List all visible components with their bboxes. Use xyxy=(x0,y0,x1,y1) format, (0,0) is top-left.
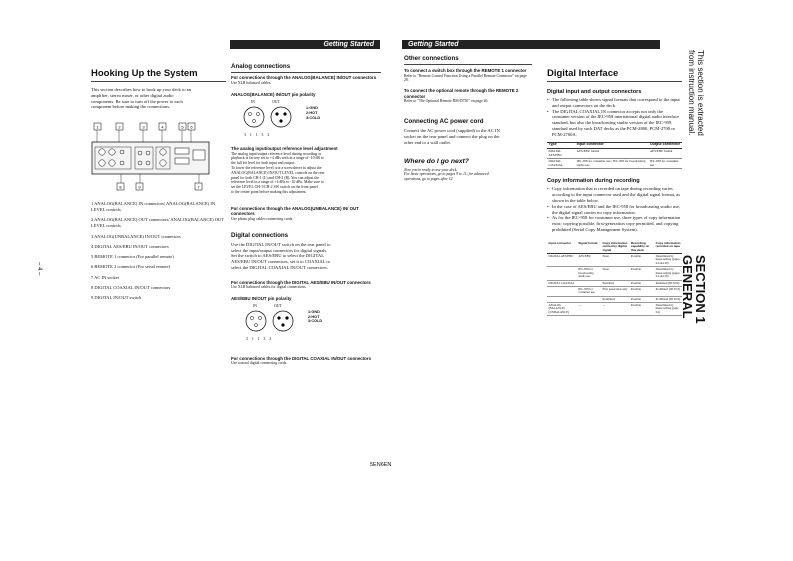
ac-line: socket on the rear panel and connect the plug on the xyxy=(404,133,500,139)
table-header: Recording capability on this deck xyxy=(629,241,654,254)
table-row xyxy=(547,254,682,267)
bullet-item: • In the case of AES/EBU and the IEC-958 for broadcasting studio use, the digital signal carries no copy information. xyxy=(547,204,682,216)
analog-adj-text xyxy=(231,152,381,195)
side-note xyxy=(687,50,705,136)
bullet-item: • The following table shows signal formats that correspond to the input and output connectors on the deck. xyxy=(547,97,682,109)
list-item: 8 DIGITAL COAXIAL IN/OUT connectors xyxy=(91,285,171,291)
digital-pin-head: AES/EBU IN/OUT pin polarity xyxy=(231,296,292,302)
di-bullets2 xyxy=(547,186,682,232)
bullet-item: • The DIGITAL COAXIAL IN connector accepts not only the consumer version of the IEC-958 international digital audio interface standard, but also the broadcasting studio version of the IEC-958 standard used by such DAT decks as the PCM-2800, PCM-2700 or PCM-2700A. xyxy=(547,109,682,138)
pin-2: 2:HOT xyxy=(308,314,320,319)
table-cell: Possible xyxy=(629,296,654,302)
remote2-text: Refer to "The Optional Remote RM-D750" on page 26. xyxy=(404,99,489,104)
ac-line: Connect the AC power cord (supplied) to the AC IN xyxy=(404,128,500,134)
digital-coax-head: For connections through the DIGITAL COAXIAL IN/OUT connectors xyxy=(231,355,372,361)
adj-line: panel for both CH-1 (L) and CH-2 (R). You can adjust the xyxy=(231,175,320,180)
list-item: 1 ANALOG(BALANCE) IN connectors/ ANALOG(BALANCE) IN LEVEL controls xyxy=(91,201,216,212)
list-item: 7 AC IN socket xyxy=(91,274,119,280)
table-cell: — xyxy=(577,303,601,316)
analog-bal-head: For connections through the ANALOG(BALANCE) IN/OUT connectors xyxy=(231,75,377,80)
table-cell: IEC-958 for consumer use / IEC-958 for broadcasting studio use xyxy=(575,159,648,169)
remote1-head: To connect a switch box through the REMOTE 1 connector xyxy=(404,68,527,73)
table-cell: Permitted xyxy=(601,280,629,286)
table-cell: Prohibited (ID 6:10) xyxy=(655,296,681,301)
header-bar-left: Getting Started xyxy=(230,40,380,49)
list-item: 6 REMOTE 2 connector (For serial remote) xyxy=(91,264,170,270)
table-cell: AES/EBU format xyxy=(648,148,682,158)
rear-panel-diagram xyxy=(91,122,216,194)
table-cell: Prohibited xyxy=(601,296,629,302)
table-row xyxy=(547,303,682,316)
table-header: Copy information recorded on tape xyxy=(654,241,682,254)
table-cell: DIGITAL AES/EBU xyxy=(547,148,575,158)
pin-3: 3:COLD xyxy=(308,319,323,324)
callout-7: 7 xyxy=(197,184,200,190)
adj-line: the full bit level for both input and output. xyxy=(231,161,296,166)
divider xyxy=(231,72,381,73)
callout-9: 9 xyxy=(138,184,141,190)
analog-pin-head: ANALOG(BALANCE) IN/OUT pin polarity xyxy=(231,92,316,98)
divider xyxy=(547,81,682,82)
list-item: 4 DIGITAL AES/EBU IN/OUT connectors xyxy=(91,243,169,249)
other-section xyxy=(404,55,532,182)
pin-1: 1:GND xyxy=(308,309,320,314)
table-header: Type xyxy=(547,142,575,148)
copy-table xyxy=(547,241,682,317)
adj-line: playback is factory set to +4 dBs with in a range of -10 dB to xyxy=(231,156,324,161)
callout-4: 4 xyxy=(161,124,164,130)
list-item: 3 ANALOG(UNBALANCE) IN/OUT connectors xyxy=(91,233,181,239)
di-title: Digital Interface xyxy=(547,68,619,79)
digital-interface-section xyxy=(547,68,682,316)
callout-8: 8 xyxy=(119,184,122,190)
table-cell: Determined by menu setting (pages 24 and 29) xyxy=(654,254,682,267)
remote2-head: To connect the optional remote through the REMOTE 2 connector xyxy=(404,88,519,99)
side-note-line1: This section is extracted xyxy=(696,50,705,136)
digital-line: AES/EBU IN/OUT connectors, set it to COAXIAL to xyxy=(231,259,331,265)
digital-aes-head: For connections through the DIGITAL AES/EBU IN/OUT connectors xyxy=(231,279,371,285)
callout-5: 5 xyxy=(181,124,184,130)
pin-numbers: 3 1 1 3 2 xyxy=(246,336,273,341)
pin-numbers: 3 1 1 3 2 xyxy=(244,132,271,137)
digital-title: Digital connections xyxy=(231,231,289,239)
callout-1: 1 xyxy=(96,124,99,130)
pin-in-label: IN xyxy=(253,303,258,308)
where-text xyxy=(404,168,532,182)
page-footer: 5EN6EN xyxy=(370,462,392,468)
table-cell: Determined by menu setting (pages 24 and 29) xyxy=(654,267,682,280)
side-note-line2: from instruction manual. xyxy=(687,50,696,136)
table-row xyxy=(547,267,682,280)
digital-line: Set the switch to AES/EBU to select the DIGITAL xyxy=(231,253,325,259)
intro-line: amplifier, stereo mixer, or other digital audio xyxy=(91,92,174,98)
intro-line: components. Be sure to turn off the power to each xyxy=(91,98,183,104)
where-line: operations, go to pages after 12. xyxy=(404,177,454,182)
adj-line: The analog input/output reference level during recording or xyxy=(231,151,322,156)
adj-line: reference level in a range of +4 dBs to -10 dBs. Make sure to xyxy=(231,180,324,185)
table-header: Input connector xyxy=(547,241,577,254)
xlr-drawing xyxy=(243,309,303,333)
page-number-side: – 4 – xyxy=(36,262,42,276)
rear-panel-drawing xyxy=(91,122,216,194)
section-label xyxy=(681,255,707,324)
hooking-title: Hooking Up the System xyxy=(91,68,198,79)
pin-out-label: OUT xyxy=(272,99,280,104)
intro-line: component before making the connections. xyxy=(91,104,171,110)
where-line: Now you're ready to use your deck. xyxy=(404,167,458,172)
list-item: 2 ANALOG(BALANCE) OUT connectors/ ANALOG(BALANCE) OUT LEVEL controls xyxy=(91,217,224,229)
adj-line: ANALOG(BALANCE) IN/OUT LEVEL controls on the rear xyxy=(231,170,325,175)
table-cell: DIGITAL COAXIAL xyxy=(547,280,577,286)
where-line: For basic operations, go to pages 9 to 11; for advanced xyxy=(404,172,489,177)
pin-legend xyxy=(308,310,322,324)
table-cell: Possible xyxy=(629,303,654,316)
analog-title: Analog connections xyxy=(231,63,291,70)
table-row xyxy=(547,159,682,169)
table-header: Output connector xyxy=(648,142,682,148)
section-line1: SECTION 1 xyxy=(693,255,708,324)
table-cell xyxy=(547,287,577,297)
table-cell: IEC-958 for broadcasting studio use xyxy=(577,267,601,280)
ac-line: other end to a wall outlet. xyxy=(404,139,451,145)
analog-bal-text: Use XLR balanced cables. xyxy=(231,80,272,85)
where-title: Where do I go next? xyxy=(404,157,469,165)
callout-6: 6 xyxy=(190,124,193,130)
hooking-section xyxy=(91,68,226,110)
pin-3: 3:COLD xyxy=(306,115,321,120)
table-cell: Possible xyxy=(629,254,654,267)
table-cell: Possible xyxy=(629,267,654,280)
list-item: 5 REMOTE 1 connector (For parallel remote) xyxy=(91,254,174,260)
ac-text xyxy=(404,128,532,145)
divider xyxy=(91,81,226,82)
adj-line: set the LEVEL CH-1/CH-2 SW switch on the front panel xyxy=(231,185,318,190)
bullet-item: • Copy information that is recorded on tape during recording varies according to the input connector used and the digital signal format, as shown in the table below. xyxy=(547,186,682,203)
di-sub2: Copy information during recording xyxy=(547,178,640,185)
table-cell: AES/EBU xyxy=(577,254,601,267)
analog-pin-diagram xyxy=(231,100,381,142)
digital-line: select the input/output connectors for digital signals. xyxy=(231,247,328,253)
table-cell: ANALOG (BALANCE) (UNBALANCE) xyxy=(547,303,577,316)
table-cell: IEC-958 for consumer use xyxy=(577,287,601,297)
pin-out-label: OUT xyxy=(274,303,282,308)
divider xyxy=(404,64,532,65)
adj-line: To lower the reference level, use a screwdriver to adjust the xyxy=(231,165,322,170)
table-cell: AES/EBU format xyxy=(575,148,648,158)
intro-line: This section describes how to hook up your deck to an xyxy=(91,87,192,92)
digital-aes-text: Use XLR balanced cables for digital connections. xyxy=(231,285,307,290)
analog-adj-head: The analog input/output reference level adjustment xyxy=(231,145,338,151)
analog-unbal-text: Use phono plug cables connecting cords. xyxy=(231,216,294,221)
section-line2: GENERAL xyxy=(680,255,695,319)
table-cell xyxy=(547,267,577,280)
table-cell: DIGITAL COAXIAL xyxy=(547,159,575,169)
format-table xyxy=(547,142,682,170)
table-cell: None xyxy=(601,267,629,280)
adj-line: to the center point before making this adjustment. xyxy=(231,189,307,194)
ac-title: Connecting AC power cord xyxy=(404,118,484,126)
table-cell: IEC-958 for consumer use xyxy=(648,159,682,169)
connector-list xyxy=(91,201,226,306)
table-header: Signal format xyxy=(577,241,601,254)
pin-legend xyxy=(306,106,320,120)
remote1-text: Refer to "Remote Control Function Using a Parallel Remote Connector" on page 28. xyxy=(404,73,527,83)
table-row xyxy=(547,148,682,158)
pin-in-label: IN xyxy=(251,99,256,104)
table-cell: Determined by menu setting (page 24) xyxy=(654,303,682,316)
digital-line: Use the DIGITAL IN/OUT switch on the rear panel to xyxy=(231,241,331,247)
bullet-item: • As for the IEC-958 for consumer use, three types of copy information exist: copying possible, first-generation copy permitted, and copying prohibited (Serial Copy Management System). xyxy=(547,215,682,232)
table-cell: DIGITAL AES/EBU xyxy=(547,254,577,267)
pin-2: 2:HOT xyxy=(306,110,318,115)
analog-unbal-head: For connections through the ANALOG(UNBALANCE) IN/ OUT connectors xyxy=(231,205,359,217)
analog-section xyxy=(231,63,381,366)
table-cell: First generation only xyxy=(601,287,629,297)
table-row xyxy=(547,287,682,297)
di-bullets1 xyxy=(547,97,682,138)
table-cell: Possible xyxy=(629,280,654,286)
digital-pin-diagram xyxy=(231,304,381,348)
callout-3: 3 xyxy=(142,124,145,130)
header-bar-right: Getting Started xyxy=(402,40,660,49)
di-sub1: Digital input and output connectors xyxy=(547,89,642,95)
table-header: Input connector xyxy=(575,142,648,148)
callout-2: 2 xyxy=(118,124,121,130)
table-cell: Possible xyxy=(629,287,654,297)
table-cell: None xyxy=(601,254,629,267)
table-cell: — xyxy=(601,303,629,316)
hooking-intro xyxy=(91,87,226,110)
list-item: 9 DIGITAL IN/OUT switch xyxy=(91,295,142,301)
table-cell: Prohibited (ID 6:10) xyxy=(654,287,682,297)
table-cell: Permitted (ID 6:00) xyxy=(654,280,682,286)
pin-1: 1:GND xyxy=(306,105,318,110)
digital-line: select the DIGITAL COAXIAL IN/OUT connectors. xyxy=(231,264,328,270)
other-title: Other connections xyxy=(404,55,459,62)
digital-coax-text: Use coaxial digital connecting cords. xyxy=(231,361,288,366)
table-header: Copy information carried by digital signal xyxy=(601,241,629,254)
digital-text xyxy=(231,242,381,271)
xlr-drawing xyxy=(241,105,301,129)
